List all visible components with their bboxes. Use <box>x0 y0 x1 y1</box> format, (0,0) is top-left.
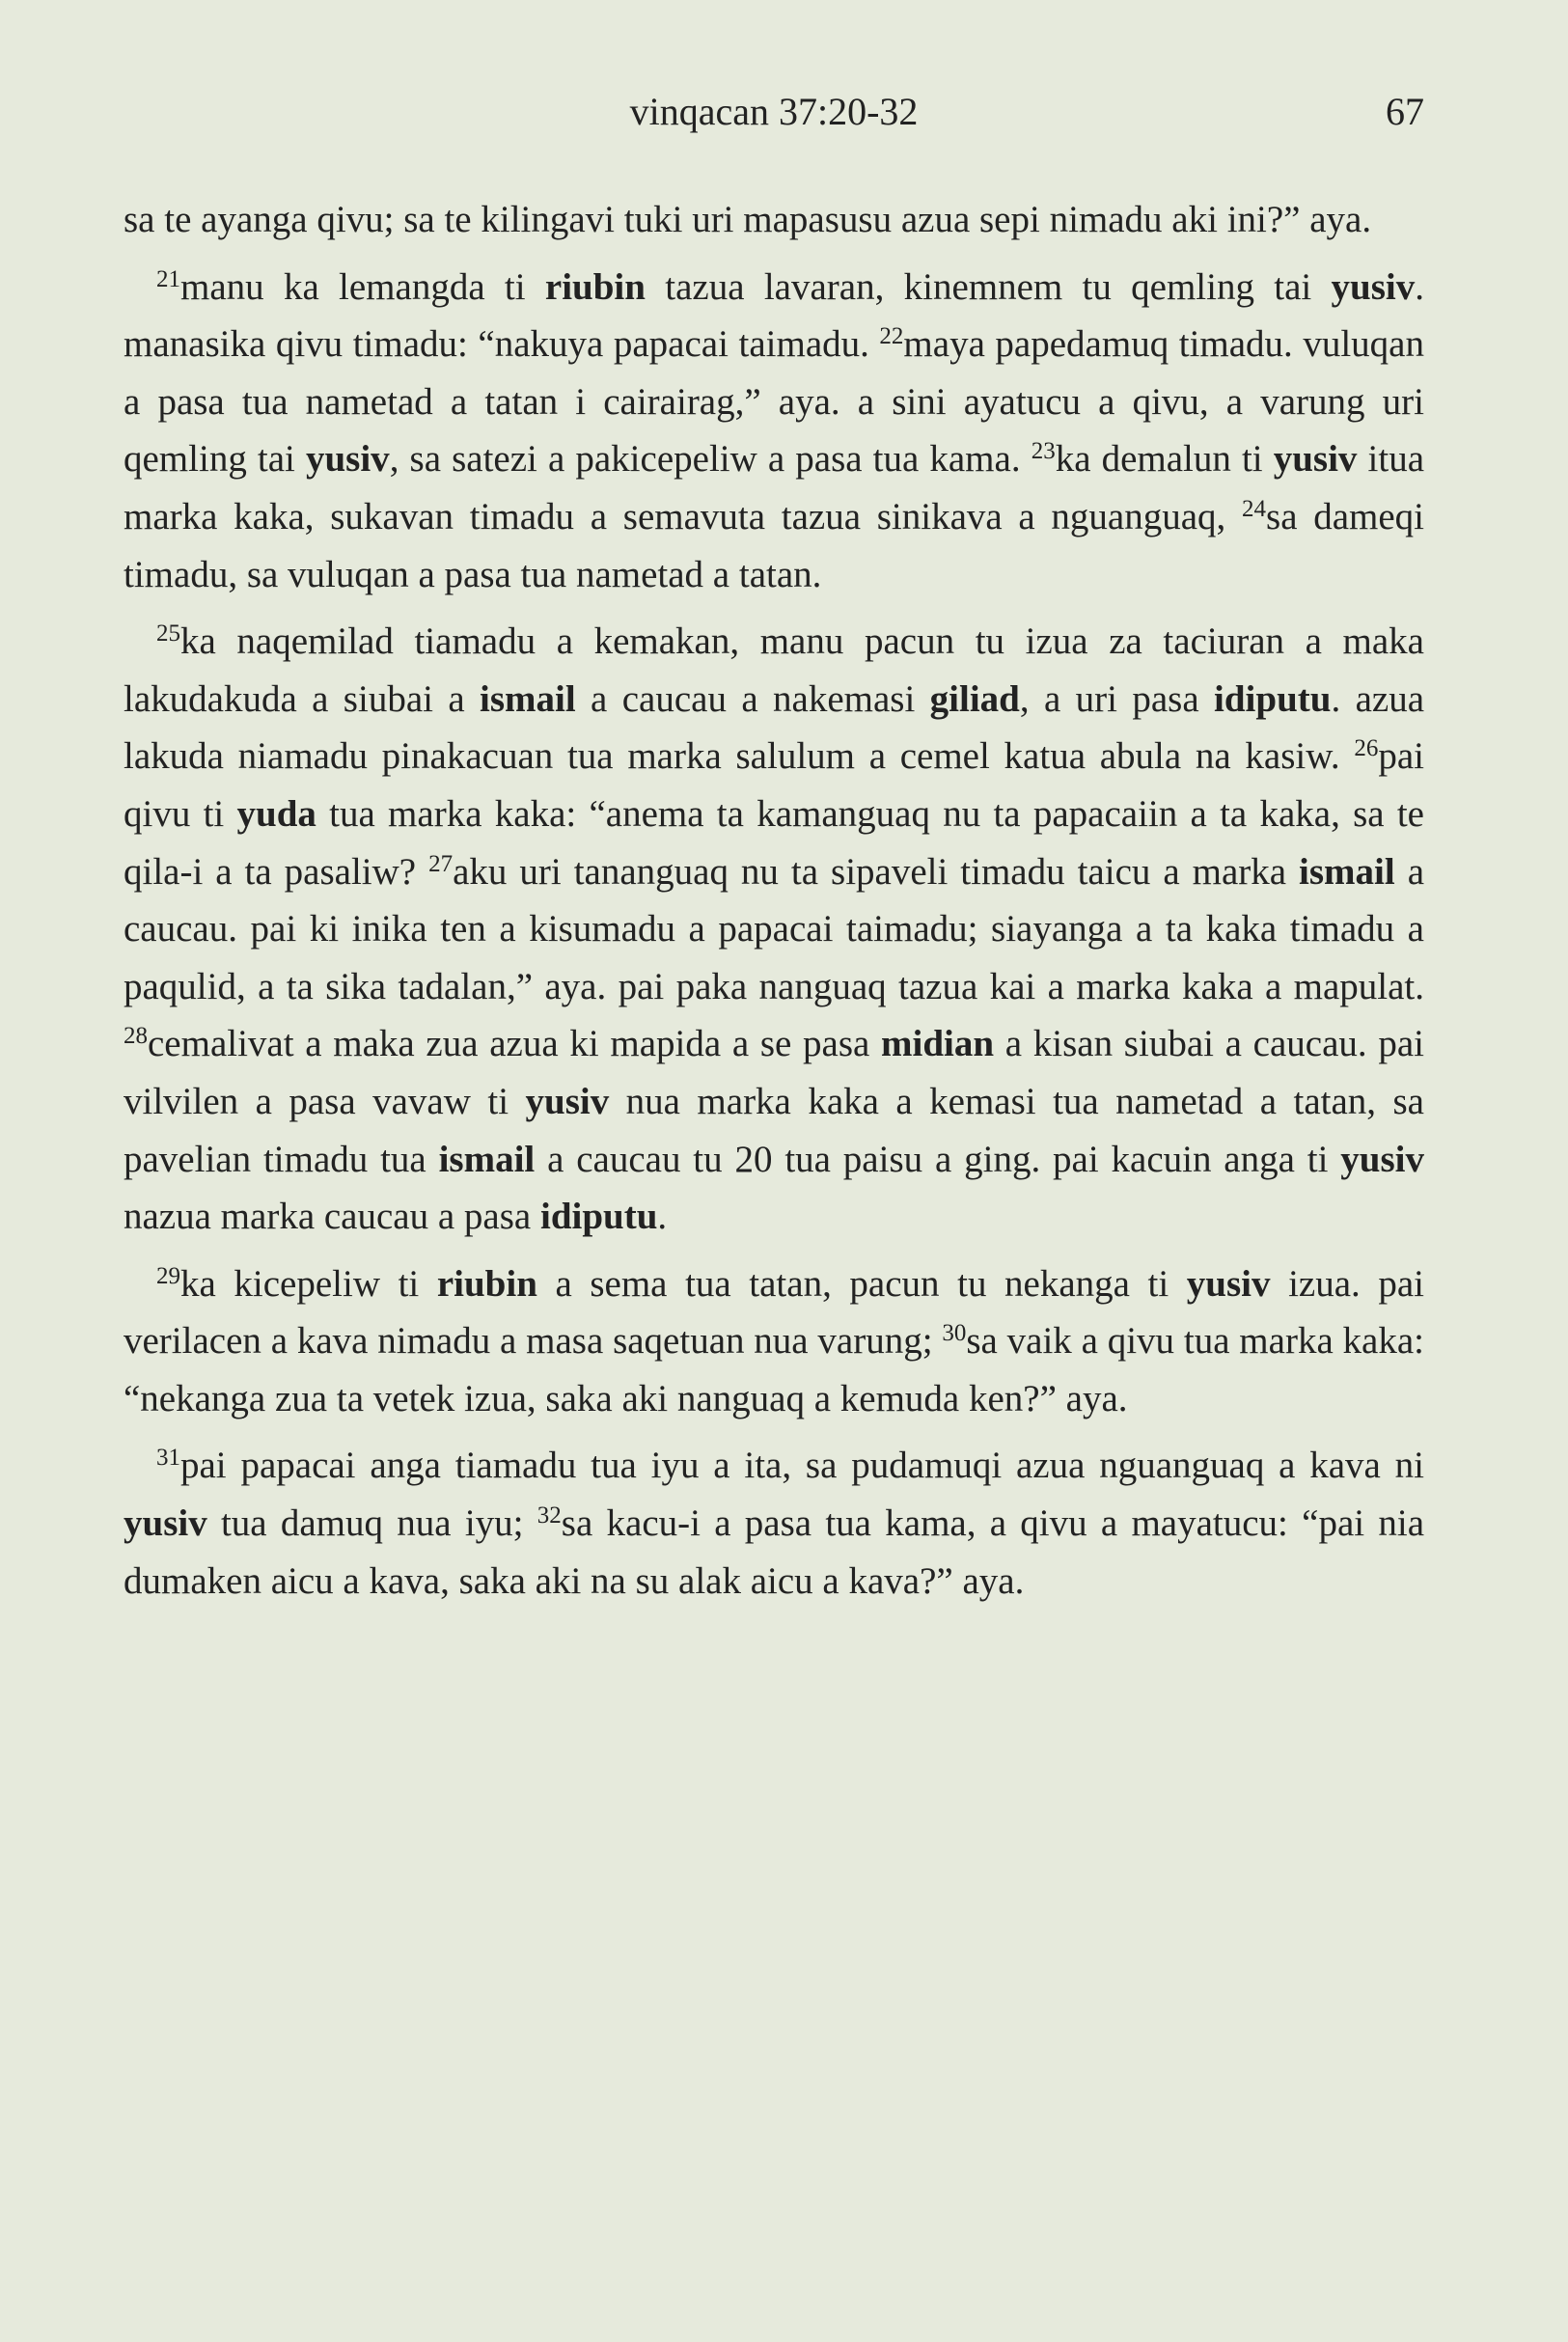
running-head: vinqacan 37:20-32 <box>629 90 919 133</box>
verse-text: pai papacai anga tiamadu tua iyu a ita, sa pudamuqi azua nguanguaq a kava ni yusiv tua damuq nua iyu; <box>124 1445 1424 1545</box>
paragraph <box>124 259 1424 604</box>
verse-text: sa te ayanga qivu; sa te kilingavi tuki uri mapasusu azua sepi nimadu aki ini?” aya. <box>124 199 1372 240</box>
verse-text: cemalivat a maka zua azua ki mapida a se pasa midian a kisan siubai a caucau. pai vilvilen a pasa vavaw ti yusiv nua marka kaka a kemasi tua nametad a tatan, sa pavelian timadu tua ismail a caucau tu 20 tua paisu a ging. pai kacuin anga ti yusiv nazua marka caucau a pasa idiputu. <box>124 1023 1424 1238</box>
verse-number: 28 <box>124 1023 148 1050</box>
verse-text: ka naqemilad tiamadu a kemakan, manu pacun tu izua za taciuran a maka lakudakuda a siubai a ismail a caucau a nakemasi giliad, a uri pasa idiputu. azua lakuda niamadu pinakacuan tua marka salulum a cemel katua abula na kasiw. <box>124 620 1425 778</box>
verse-number: 30 <box>942 1320 967 1347</box>
verse-number: 25 <box>156 620 180 647</box>
paragraph <box>124 191 1424 249</box>
verse-number: 21 <box>156 265 180 292</box>
verse-text: sa kacu-i a pasa tua kama, a qivu a mayatucu: “pai nia dumaken aicu a kava, saka aki na su alak aicu a kava?” aya. <box>124 1502 1424 1602</box>
verse-text: ka demalun ti yusiv itua marka kaka, sukavan timadu a semavuta tazua sinikava a nguanguaq, <box>124 438 1425 537</box>
page-header <box>124 89 1424 147</box>
paragraph <box>124 1437 1424 1610</box>
verse-number: 29 <box>156 1262 180 1289</box>
verse-number: 26 <box>1354 735 1379 762</box>
verse-number: 31 <box>156 1445 180 1472</box>
verse-text: aku uri tananguaq nu ta sipaveli timadu taicu a marka ismail a caucau. pai ki inika ten a kisumadu a papacai taimadu; siayanga a ta kaka timadu a paqulid, a ta sika tadalan,” aya. pai paka nanguaq tazua kai a marka kaka a mapulat. <box>124 850 1425 1007</box>
paragraph <box>124 1255 1424 1428</box>
verse-number: 24 <box>1242 495 1267 522</box>
verse-text: manu ka lemangda ti riubin tazua lavaran, kinemnem tu qemling tai yusiv. manasika qivu timadu: “nakuya papacai taimadu. <box>124 265 1424 366</box>
verse-text: pai qivu ti yuda tua marka kaka: “anema ta kamanguaq nu ta papacaiin a ta kaka, sa te qila-i a ta pasaliw? <box>124 735 1424 893</box>
verse-text: sa dameqi timadu, sa vuluqan a pasa tua nametad a tatan. <box>124 495 1425 595</box>
verse-number: 23 <box>1031 438 1056 465</box>
verse-text: ka kicepeliw ti riubin a sema tua tatan, pacun tu nekanga ti yusiv izua. pai verilacen a kava nimadu a masa saqetuan nua varung; <box>124 1262 1424 1363</box>
page-number: 67 <box>1386 90 1424 133</box>
verse-number: 27 <box>428 850 454 877</box>
verse-number: 22 <box>879 323 904 350</box>
scripture-text <box>124 191 1424 1619</box>
paragraph <box>124 613 1424 1246</box>
verse-text: sa vaik a qivu tua marka kaka: “nekanga zua ta vetek izua, saka aki nanguaq a kemuda ken?” aya. <box>124 1320 1425 1419</box>
verse-text: maya papedamuq timadu. vuluqan a pasa tua nametad a tatan i cairairag,” aya. a sini ayatucu a qivu, a varung uri qemling tai yusiv, sa satezi a pakicepeliw a pasa tua kama. <box>124 323 1424 481</box>
verse-number: 32 <box>536 1502 562 1529</box>
